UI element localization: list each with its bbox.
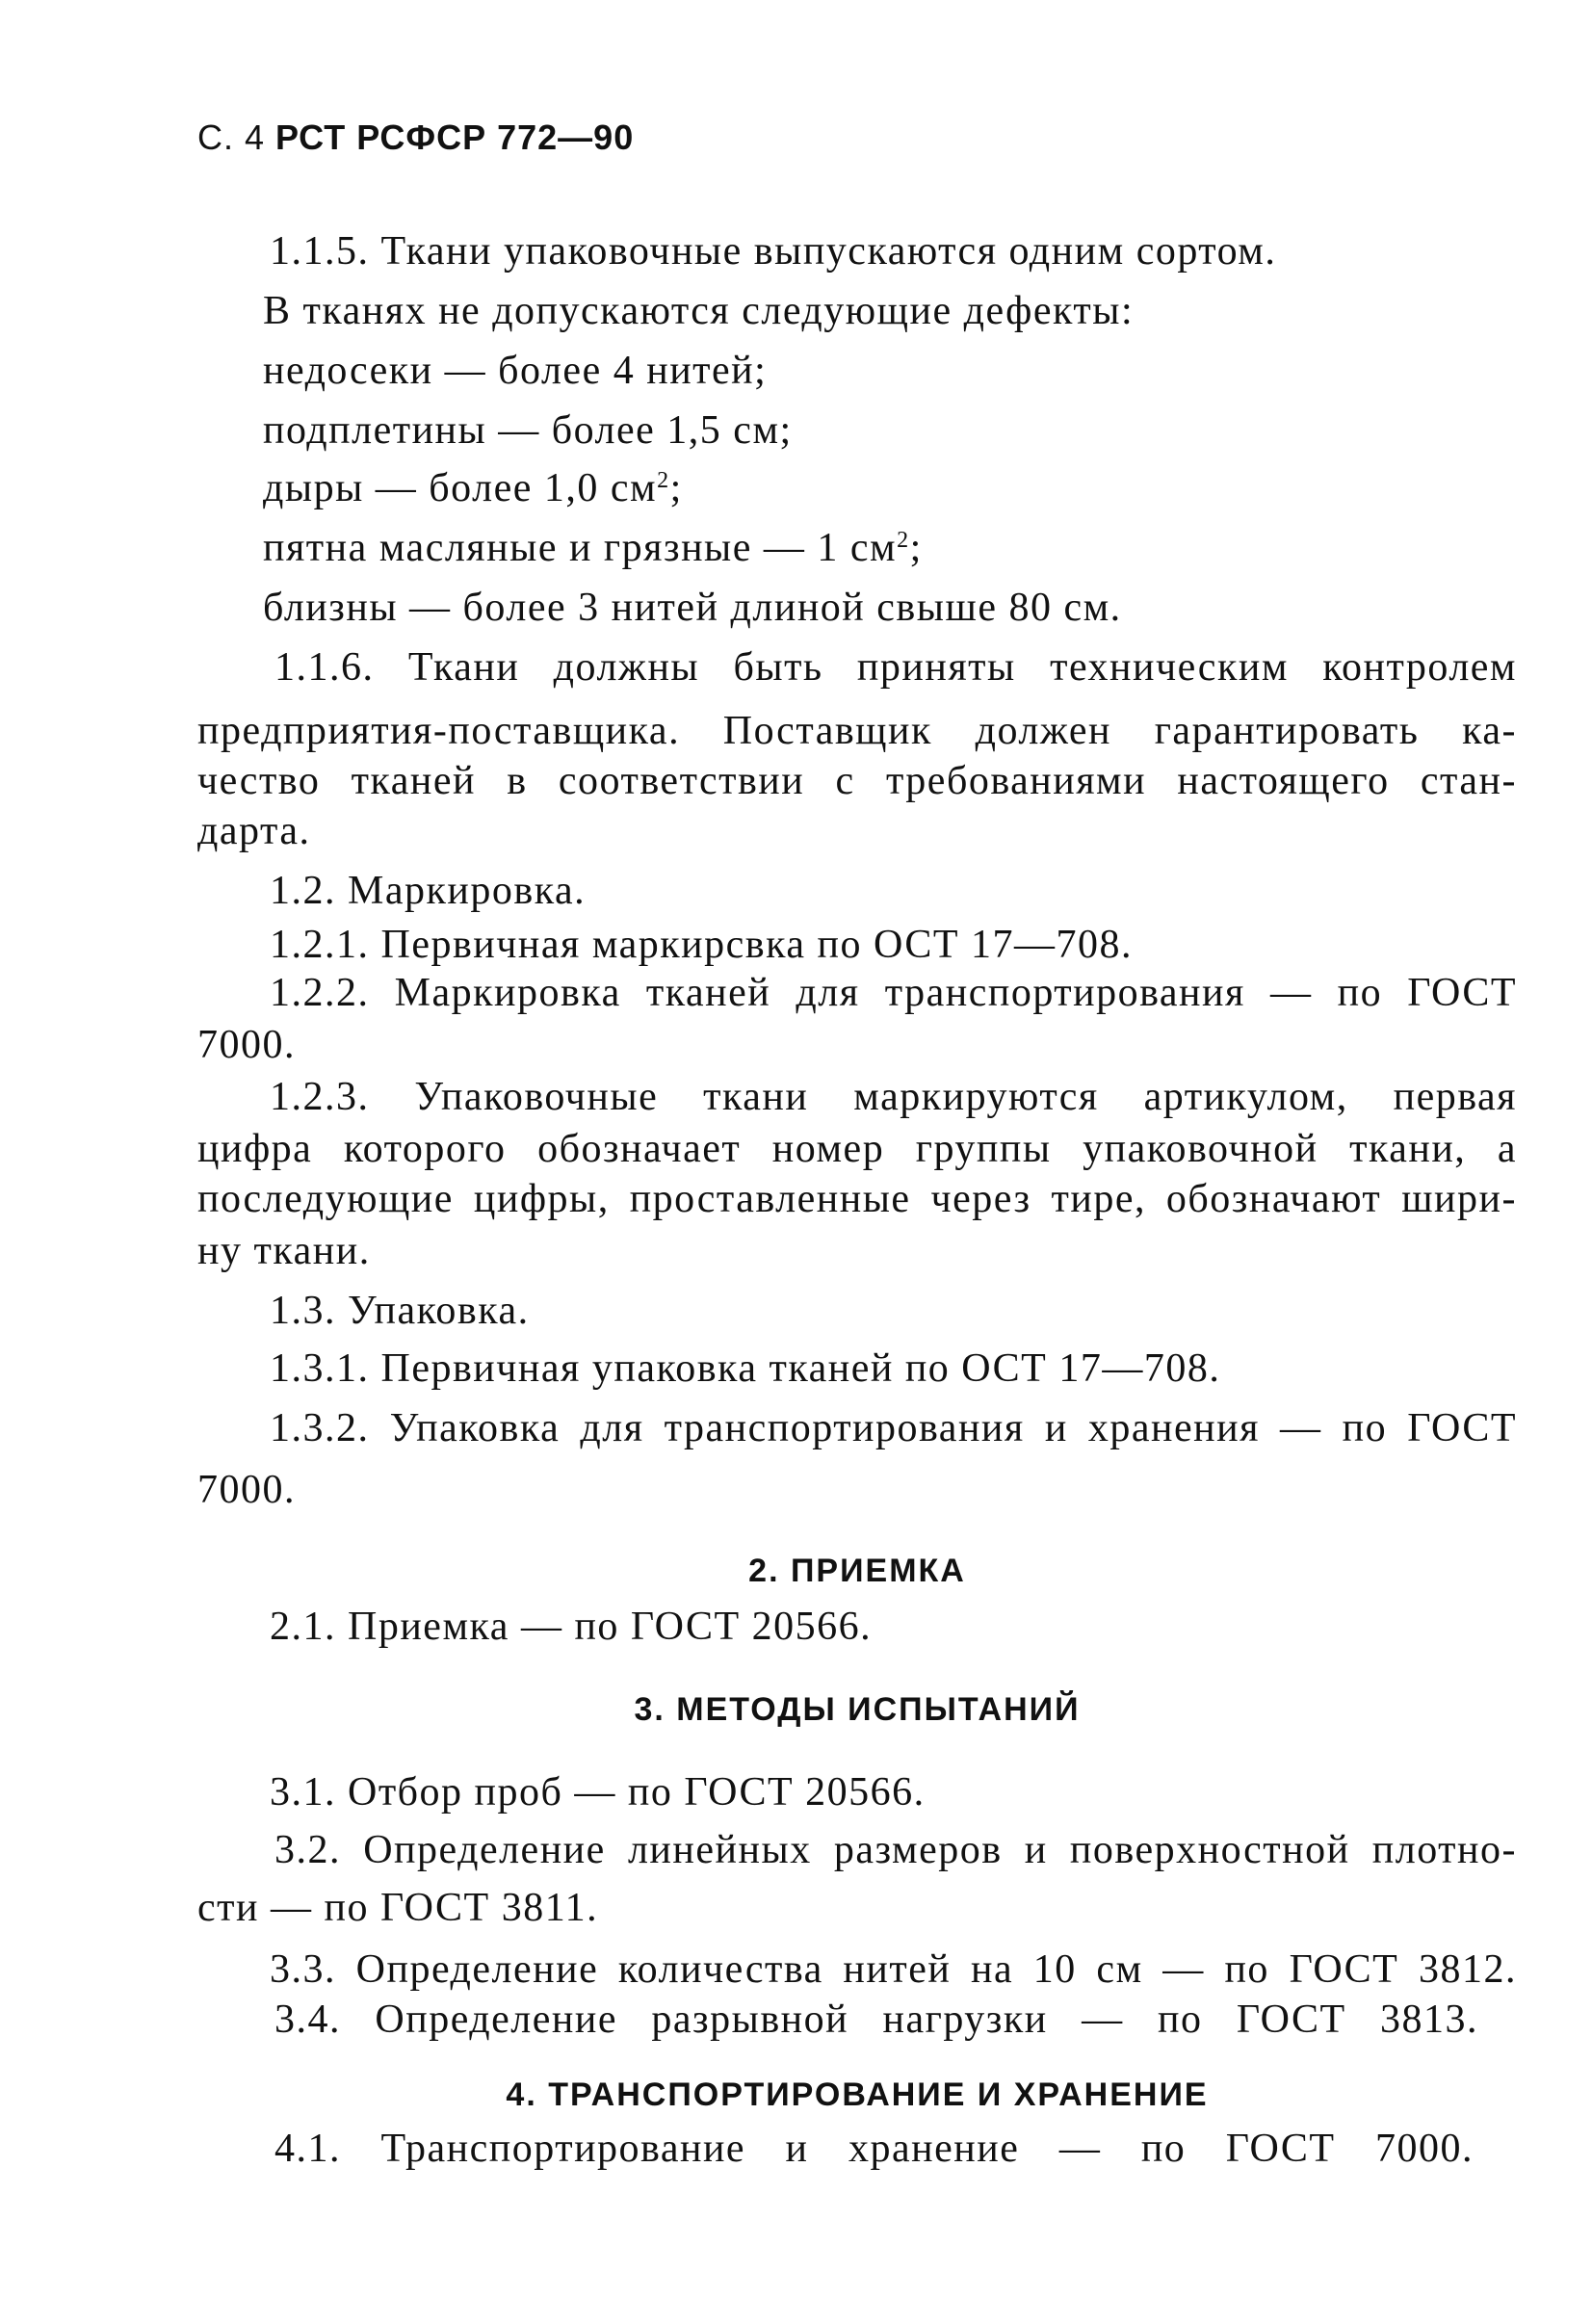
paragraph-1-2-2: 1.2.2. Маркировка тканей для транспортирования — по ГОСТ — [270, 971, 1517, 1015]
defect-text: пятна масляные и грязные — 1 см — [263, 526, 898, 570]
page-number: С. 4 — [197, 118, 266, 157]
standard-code: РСТ РСФСР 772—90 — [275, 118, 635, 157]
paragraph-1-3-2: 1.3.2. Упаковка для транспортирования и хранения — по ГОСТ — [270, 1406, 1517, 1450]
page-header — [197, 118, 634, 158]
paragraph-1-3-1: 1.3.1. Первичная упаковка тканей по ОСТ 17—708. — [270, 1346, 1221, 1391]
defect-item: недосеки — более 4 нитей; — [263, 349, 768, 393]
paragraph-1-2-2-line: 7000. — [197, 1023, 296, 1067]
section-4-heading: 4. ТРАНСПОРТИРОВАНИЕ И ХРАНЕНИЕ — [506, 2076, 1209, 2113]
section-3-heading: 3. МЕТОДЫ ИСПЫТАНИЙ — [634, 1691, 1081, 1728]
paragraph-3-4: 3.4. Определение разрывной нагрузки — по ГОСТ 3813. — [274, 1998, 1478, 2042]
paragraph-2-1: 2.1. Приемка — по ГОСТ 20566. — [270, 1605, 873, 1649]
defect-item — [263, 528, 923, 568]
paragraph-1-2-3-line: последующие цифры, проставленные через тире, обозначают шири- — [197, 1177, 1517, 1221]
section-2-heading: 2. ПРИЕМКА — [748, 1553, 966, 1589]
section-1-2-title: 1.2. Маркировка. — [270, 869, 587, 913]
superscript: 2 — [657, 468, 670, 493]
paragraph-1-2-1: 1.2.1. Первичная маркирсвка по ОСТ 17—708. — [270, 923, 1134, 967]
paragraph-1-1-6-line: дарта. — [197, 809, 311, 853]
paragraph-1-1-5: 1.1.5. Ткани упаковочные выпускаются одним сортом. — [270, 229, 1277, 274]
paragraph-3-2-line: сти — по ГОСТ 3811. — [197, 1886, 599, 1930]
paragraph-1-3-2-line: 7000. — [197, 1468, 296, 1512]
paragraph-1-2-3: 1.2.3. Упаковочные ткани маркируются артикулом, первая — [270, 1075, 1517, 1119]
paragraph-3-2: 3.2. Определение линейных размеров и поверхностной плотно- — [274, 1828, 1517, 1872]
defect-item: близны — более 3 нитей длиной свыше 80 см. — [263, 586, 1122, 630]
defect-item — [263, 468, 683, 509]
paragraph-3-1: 3.1. Отбор проб — по ГОСТ 20566. — [270, 1770, 926, 1815]
defect-punct: ; — [909, 526, 923, 570]
section-1-3-title: 1.3. Упаковка. — [270, 1289, 530, 1333]
paragraph-1-2-3-line: ну ткани. — [197, 1229, 371, 1273]
paragraph-1-2-3-line: цифра которого обозначает номер группы упаковочной ткани, а — [197, 1127, 1517, 1171]
defect-punct: ; — [669, 466, 683, 510]
paragraph-1-1-6: 1.1.6. Ткани должны быть приняты техническим контролем — [274, 645, 1517, 690]
paragraph-1-1-6-line: чество тканей в соответствии с требованиями настоящего стан- — [197, 759, 1517, 803]
defect-item: подплетины — более 1,5 см; — [263, 408, 793, 453]
superscript: 2 — [897, 528, 910, 553]
paragraph-3-3: 3.3. Определение количества нитей на 10 см — по ГОСТ 3812. — [270, 1947, 1517, 1992]
paragraph-4-1: 4.1. Транспортирование и хранение — по ГОСТ 7000. — [274, 2127, 1474, 2171]
paragraph-1-1-6-line: предприятия-поставщика. Поставщик должен гарантировать ка- — [197, 709, 1517, 753]
defects-intro: В тканях не допускаются следующие дефекты: — [263, 289, 1135, 333]
defect-text: дыры — более 1,0 см — [263, 466, 658, 510]
